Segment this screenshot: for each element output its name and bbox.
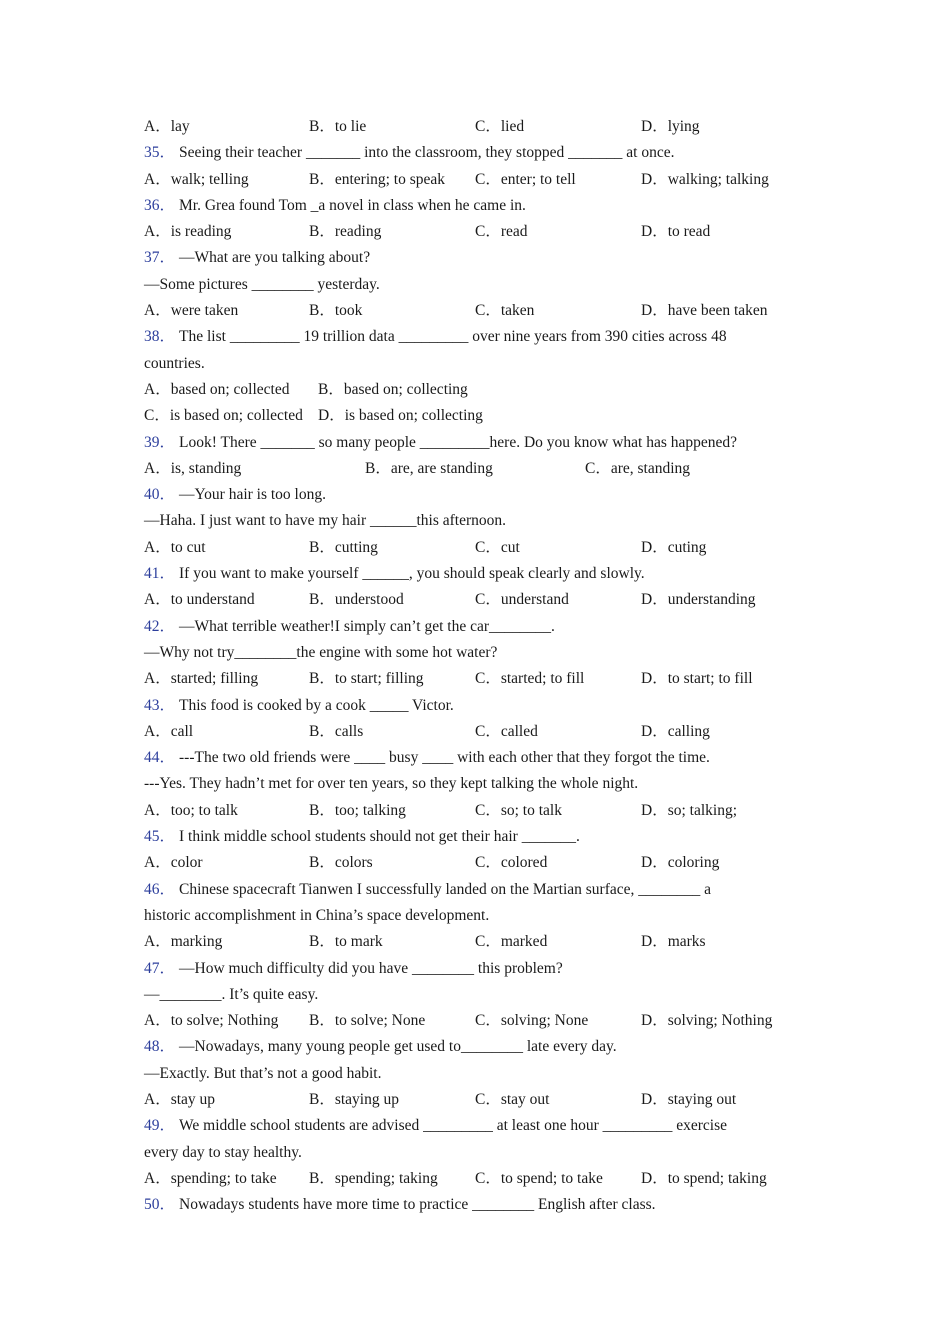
- answer-option: D．have been taken: [641, 302, 768, 320]
- question-continuation: [144, 903, 794, 929]
- answer-option: C．cut: [475, 538, 520, 556]
- question-line: [144, 193, 794, 219]
- answer-option: B．too; talking: [309, 801, 406, 819]
- question-line: [144, 745, 794, 771]
- question-line: [144, 561, 794, 587]
- question-number: 42．: [144, 617, 176, 635]
- answer-option: D．is based on; collecting: [318, 407, 483, 425]
- options-row: [144, 1008, 794, 1034]
- question-number: 36．: [144, 196, 176, 214]
- answer-option: B．to solve; None: [309, 1012, 426, 1030]
- question-text: The list _________ 19 trillion data _________ over nine years from 390 cities across 48: [179, 328, 727, 346]
- answer-option: B．reading: [309, 223, 382, 241]
- question-continuation: [144, 272, 794, 298]
- answer-option: C．is based on; collected: [144, 407, 303, 425]
- answer-option: C．read: [475, 223, 528, 241]
- answer-option: B．calls: [309, 722, 364, 740]
- question-line: [144, 1034, 794, 1060]
- question-text: Mr. Grea found Tom _a novel in class when he came in.: [179, 196, 526, 214]
- question-text: Look! There _______ so many people _________here. Do you know what has happened?: [179, 433, 738, 451]
- options-row: [144, 114, 794, 140]
- question-number: 40．: [144, 486, 176, 504]
- answer-option: C．stay out: [475, 1090, 550, 1108]
- answer-option: D．to start; to fill: [641, 670, 753, 688]
- question-continuation: [144, 1140, 794, 1166]
- question-continuation: [144, 640, 794, 666]
- answer-option: B．understood: [309, 591, 404, 609]
- question-text: Seeing their teacher _______ into the classroom, they stopped _______ at once.: [179, 144, 675, 162]
- question-number: 37．: [144, 249, 176, 267]
- answer-option: B．took: [309, 302, 363, 320]
- answer-option: D．marks: [641, 933, 706, 951]
- question-number: 48．: [144, 1038, 176, 1056]
- question-text: —Nowadays, many young people get used to________ late every day.: [179, 1038, 617, 1056]
- options-row: [144, 535, 794, 561]
- options-row: [144, 587, 794, 613]
- answer-option: C．taken: [475, 302, 535, 320]
- question-text: —Haha. I just want to have my hair ______this afternoon.: [144, 512, 507, 530]
- answer-option: C．lied: [475, 118, 525, 135]
- options-row: [144, 377, 794, 403]
- options-row: [144, 666, 794, 692]
- answer-option: B．spending; taking: [309, 1169, 438, 1187]
- answer-option: B．to mark: [309, 933, 383, 951]
- question-text: ---The two old friends were ____ busy ____ with each other that they forgot the time.: [179, 749, 710, 767]
- question-number: 43．: [144, 696, 176, 714]
- answer-option: A．marking: [144, 933, 223, 951]
- answer-option: A．too; to talk: [144, 801, 238, 819]
- answer-option: B．colors: [309, 854, 373, 872]
- question-text: If you want to make yourself ______, you should speak clearly and slowly.: [179, 565, 645, 583]
- question-continuation: [144, 351, 794, 377]
- answer-option: A．to understand: [144, 591, 255, 609]
- question-number: 49．: [144, 1117, 176, 1135]
- options-row: [144, 219, 794, 245]
- question-continuation: [144, 771, 794, 797]
- answer-option: B．entering; to speak: [309, 170, 446, 188]
- question-number: 45．: [144, 828, 176, 846]
- answer-option: D．walking; talking: [641, 170, 769, 188]
- question-text: Chinese spacecraft Tianwen I successfully landed on the Martian surface, ________ a: [179, 880, 712, 898]
- question-text: I think middle school students should not get their hair _______.: [179, 828, 580, 846]
- question-line: [144, 824, 794, 850]
- answer-option: C．understand: [475, 591, 569, 609]
- answer-option: A．stay up: [144, 1090, 216, 1108]
- answer-option: D．staying out: [641, 1090, 737, 1108]
- answer-option: C．solving; None: [475, 1012, 589, 1030]
- question-text: every day to stay healthy.: [144, 1143, 302, 1161]
- answer-option: B．are, are standing: [365, 459, 493, 477]
- answer-option: A．based on; collected: [144, 380, 290, 398]
- question-line: [144, 1192, 794, 1218]
- answer-option: D．solving; Nothing: [641, 1012, 773, 1030]
- answer-option: A．spending; to take: [144, 1169, 277, 1187]
- answer-option: D．to spend; taking: [641, 1169, 767, 1187]
- question-text: —Why not try________the engine with some hot water?: [144, 643, 498, 661]
- question-text: —How much difficulty did you have ________ this problem?: [179, 959, 563, 977]
- answer-option: B．cutting: [309, 538, 378, 556]
- answer-option: C．marked: [475, 933, 548, 951]
- options-row: [144, 403, 794, 429]
- answer-option: C．so; to talk: [475, 801, 562, 819]
- answer-option: A．to solve; Nothing: [144, 1012, 279, 1030]
- options-row: [144, 929, 794, 955]
- question-number: 47．: [144, 959, 176, 977]
- question-line: [144, 614, 794, 640]
- answer-option: A．lay: [144, 118, 190, 135]
- answer-option: B．staying up: [309, 1090, 399, 1108]
- question-number: 38．: [144, 328, 176, 346]
- options-row: [144, 1087, 794, 1113]
- options-row: [144, 1166, 794, 1192]
- answer-option: B．based on; collecting: [318, 380, 468, 398]
- answer-option: A．were taken: [144, 302, 239, 320]
- answer-option: C．to spend; to take: [475, 1169, 603, 1187]
- question-line: [144, 693, 794, 719]
- answer-option: C．enter; to tell: [475, 170, 576, 188]
- question-line: [144, 482, 794, 508]
- answer-option: C．colored: [475, 854, 548, 872]
- answer-option: C．are, standing: [585, 459, 691, 477]
- question-text: Nowadays students have more time to practice ________ English after class.: [179, 1196, 656, 1214]
- answer-option: D．lying: [641, 118, 700, 135]
- question-text: countries.: [144, 354, 205, 372]
- question-continuation: [144, 982, 794, 1008]
- answer-option: A．call: [144, 722, 194, 740]
- question-text: —Exactly. But that’s not a good habit.: [144, 1064, 382, 1082]
- question-number: 39．: [144, 433, 176, 451]
- answer-option: A．is reading: [144, 223, 232, 241]
- answer-option: D．to read: [641, 223, 711, 241]
- question-line: [144, 324, 794, 350]
- answer-option: A．to cut: [144, 538, 206, 556]
- answer-option: A．color: [144, 854, 203, 872]
- answer-option: D．coloring: [641, 854, 720, 872]
- question-text: —Some pictures ________ yesterday.: [144, 275, 380, 293]
- answer-option: D．calling: [641, 722, 710, 740]
- answer-option: D．cuting: [641, 538, 707, 556]
- question-line: [144, 245, 794, 271]
- question-text: ---Yes. They hadn’t met for over ten years, so they kept talking the whole night.: [144, 775, 639, 793]
- question-text: historic accomplishment in China’s space development.: [144, 906, 490, 924]
- options-row: [144, 167, 794, 193]
- question-text: This food is cooked by a cook _____ Victor.: [179, 696, 454, 714]
- question-text: —What are you talking about?: [179, 249, 371, 267]
- answer-option: A．walk; telling: [144, 170, 249, 188]
- question-number: 50．: [144, 1196, 176, 1214]
- options-row: [144, 798, 794, 824]
- answer-option: C．started; to fill: [475, 670, 585, 688]
- answer-option: C．called: [475, 722, 538, 740]
- options-row: [144, 719, 794, 745]
- question-number: 35．: [144, 144, 176, 162]
- question-text: We middle school students are advised _________ at least one hour _________ exercise: [179, 1117, 728, 1135]
- question-line: [144, 430, 794, 456]
- question-text: —________. It’s quite easy.: [144, 985, 319, 1003]
- options-row: [144, 850, 794, 876]
- answer-option: B．to start; filling: [309, 670, 424, 688]
- question-text: —What terrible weather!I simply can’t get the car________.: [179, 617, 555, 635]
- question-line: [144, 877, 794, 903]
- answer-option: B．to lie: [309, 118, 367, 135]
- question-line: [144, 140, 794, 166]
- question-line: [144, 956, 794, 982]
- answer-option: A．is, standing: [144, 459, 242, 477]
- question-number: 41．: [144, 565, 176, 583]
- answer-option: D．understanding: [641, 591, 756, 609]
- question-number: 46．: [144, 880, 176, 898]
- question-continuation: [144, 508, 794, 534]
- answer-option: D．so; talking;: [641, 801, 738, 819]
- options-row: [144, 298, 794, 324]
- options-row: [144, 456, 794, 482]
- question-number: 44．: [144, 749, 176, 767]
- question-text: —Your hair is too long.: [179, 486, 326, 504]
- answer-option: A．started; filling: [144, 670, 259, 688]
- question-line: [144, 1113, 794, 1139]
- question-continuation: [144, 1061, 794, 1087]
- exercise-document: [144, 114, 794, 1218]
